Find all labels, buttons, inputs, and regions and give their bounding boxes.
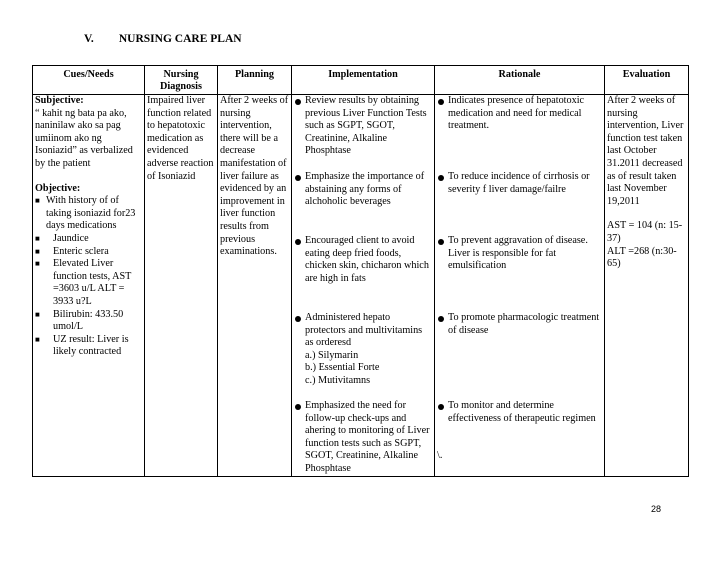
- square-bullet-icon: ■: [35, 196, 40, 206]
- header-planning: Planning: [218, 66, 292, 95]
- list-item: ■ Jaundice: [35, 232, 89, 244]
- bullet-icon: [295, 239, 301, 245]
- list-item: ■ With history of of taking isoniazid for23 days medications: [35, 195, 136, 232]
- list-item: To reduce incidence of cirrhosis or severity f liver damage/failre: [437, 171, 602, 235]
- header-diagnosis: Nursing Diagnosis: [145, 66, 218, 95]
- planning-cell: After 2 weeks of nursing intervention, there will be a decrease manifestation of liver failure as evidenced by an improvement in liver function results from previous examinations.: [218, 95, 292, 477]
- cues-cell: [33, 95, 145, 477]
- sub-list-item: b.) Essential Forte: [305, 362, 380, 374]
- evaluation-cell: [605, 95, 689, 477]
- bullet-icon: [438, 175, 444, 181]
- header-implementation: Implementation: [292, 66, 435, 95]
- objective-label: Objective:: [35, 182, 81, 194]
- list-item: ■ Elevated Liver function tests, AST =3603 u/L ALT = 3933 u?L: [35, 258, 132, 307]
- bullet-icon: [295, 404, 301, 410]
- square-bullet-icon: ■: [35, 309, 40, 319]
- bullet-icon: [295, 316, 301, 322]
- list-item: To promote pharmacologic treatment of disease: [437, 312, 602, 400]
- square-bullet-icon: ■: [35, 259, 40, 269]
- list-item: Review results by obtaining previous Liver Function Tests such as SGPT, SGOT, Creatinine, Alkaline Phosphtase: [294, 95, 432, 171]
- list-item: ■ UZ result: Liver is likely contracted: [35, 333, 129, 358]
- sub-list-item: a.) Silymarin: [305, 349, 359, 361]
- rationale-cell: [435, 95, 605, 477]
- bullet-icon: [295, 99, 301, 105]
- list-item: Emphasize the importance of abstaining any forms of alchoholic beverages: [294, 171, 432, 235]
- header-rationale: Rationale: [435, 66, 605, 95]
- section-heading: [84, 33, 242, 45]
- rationale-trailing: \.: [437, 450, 443, 461]
- subjective-label: Subjective:: [35, 95, 84, 106]
- diagnosis-cell: Impaired liver function related to hepatotoxic medication as evidenced adverse reaction of Isoniazid: [145, 95, 218, 477]
- bullet-icon: [438, 316, 444, 322]
- list-item: To monitor and determine effectiveness of therapeutic regimen: [437, 400, 602, 450]
- objective-list: [35, 195, 142, 359]
- square-bullet-icon: ■: [35, 233, 40, 243]
- list-item: Emphasized the need for follow-up check-ups and ahering to monitoring of Liver function tests such as SGPT, SGOT, Creatinine, Alkaline Phosphtase: [294, 400, 432, 476]
- list-item: Administered hepato protectors and multivitamins as orderesd a.) Silymarin b.) Essential Forte c.) Mutivitamns: [294, 312, 432, 400]
- list-item: ■ Enteric sclera: [35, 245, 109, 257]
- evaluation-text: After 2 weeks of nursing intervention, Liver function test taken last October 31.2011 decreased as of result taken last November 19,2011: [607, 95, 684, 207]
- header-evaluation: Evaluation: [605, 66, 689, 95]
- implementation-cell: [292, 95, 435, 477]
- evaluation-ast: AST = 104 (n: 15-37): [607, 220, 683, 244]
- list-item: ■ Bilirubin: 433.50 umol/L: [35, 308, 124, 333]
- bullet-icon: [438, 99, 444, 105]
- bullet-icon: [438, 404, 444, 410]
- list-item: Encouraged client to avoid eating deep fried foods, chicken skin, chicharon which are high in fats: [294, 235, 432, 312]
- bullet-icon: [295, 175, 301, 181]
- square-bullet-icon: ■: [35, 334, 40, 344]
- square-bullet-icon: ■: [35, 246, 40, 256]
- subjective-text: “ kahit ng bata pa ako, naninilaw ako sa pag umiinom ako ng Isoniazid” as verbalized by the patient: [35, 107, 133, 169]
- bullet-icon: [438, 239, 444, 245]
- header-cues: Cues/Needs: [33, 66, 145, 95]
- page-number: 28: [651, 504, 662, 514]
- list-item: To prevent aggravation of disease. Liver is responsible for fat emulsification: [437, 235, 602, 312]
- list-item: Indicates presence of hepatotoxic medication and need for medical treatment.: [437, 95, 602, 171]
- section-title: NURSING CARE PLAN: [118, 33, 242, 45]
- header-row: [33, 66, 689, 95]
- table-row: [33, 95, 689, 477]
- evaluation-alt: ALT =268 (n:30-65): [607, 245, 677, 270]
- section-number: V.: [84, 33, 94, 45]
- sub-list-item: c.) Mutivitamns: [305, 374, 371, 386]
- nursing-care-plan-table: [32, 65, 689, 477]
